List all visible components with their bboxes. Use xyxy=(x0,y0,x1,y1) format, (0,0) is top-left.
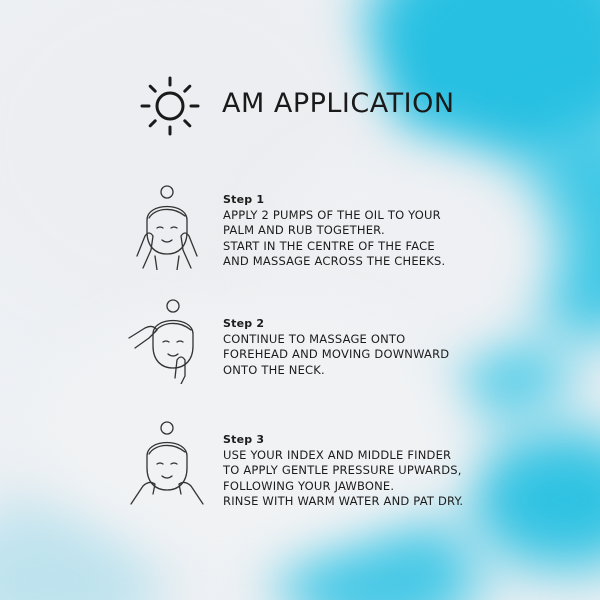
step-line: FOREHEAD AND MOVING DOWNWARD xyxy=(223,347,450,362)
step-line: TO APPLY GENTLE PRESSURE UPWARDS, xyxy=(223,463,462,478)
step-line: ONTO THE NECK. xyxy=(223,362,325,377)
step-line: PALM AND RUB TOGETHER. xyxy=(223,223,385,238)
step-3-text xyxy=(223,432,583,510)
step-2 xyxy=(0,298,600,398)
step-line: START IN THE CENTRE OF THE FACE xyxy=(223,238,435,253)
step-3 xyxy=(0,420,600,520)
step-line: FOLLOWING YOUR JAWBONE. xyxy=(223,478,395,493)
page-title: AM APPLICATION xyxy=(222,88,455,119)
step-line: CONTINUE TO MASSAGE ONTO xyxy=(223,331,406,346)
face-massage-forehead-icon xyxy=(127,298,207,384)
step-line: RINSE WITH WARM WATER AND PAT DRY. xyxy=(223,494,464,509)
step-line: AND MASSAGE ACROSS THE CHEEKS. xyxy=(223,254,446,269)
header xyxy=(138,74,478,138)
step-line: APPLY 2 PUMPS OF THE OIL TO YOUR xyxy=(223,207,441,222)
face-massage-jawbone-icon xyxy=(127,420,207,506)
step-1-text xyxy=(223,192,583,270)
step-label: Step 3 xyxy=(223,433,265,446)
face-massage-cheeks-icon xyxy=(127,184,207,270)
step-label: Step 2 xyxy=(223,317,265,330)
step-label: Step 1 xyxy=(223,193,265,206)
step-2-text xyxy=(223,316,583,378)
step-1 xyxy=(0,180,600,280)
step-line: USE YOUR INDEX AND MIDDLE FINDER xyxy=(223,447,452,462)
sun-icon xyxy=(138,74,202,138)
